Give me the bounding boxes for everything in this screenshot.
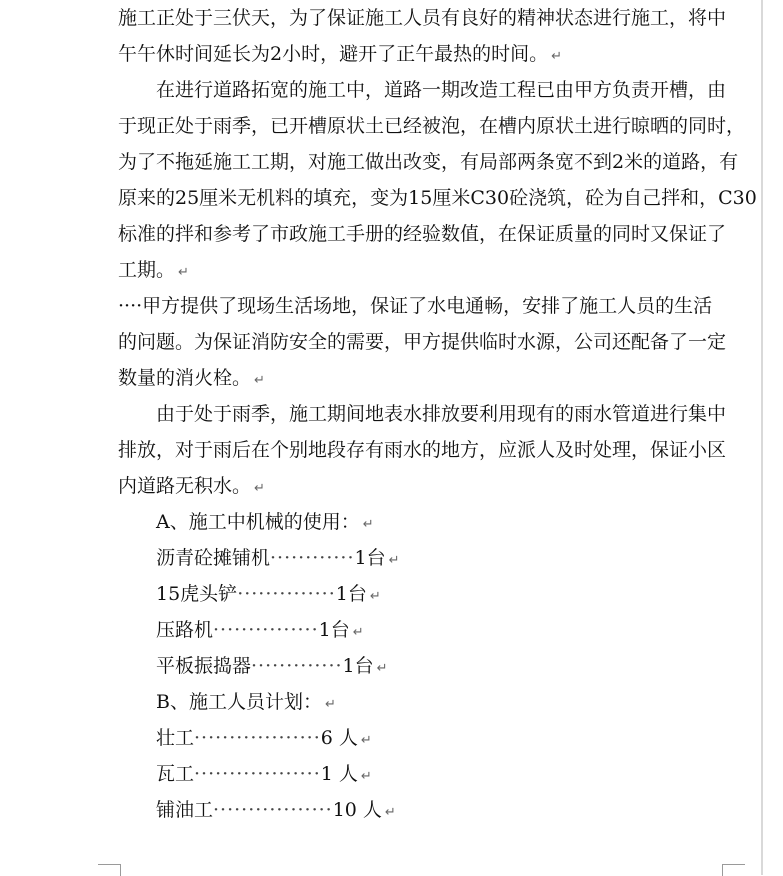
page-edge	[761, 0, 763, 875]
text-line: ····甲方提供了现场生活场地，保证了水电通畅，安排了施工人员的生活	[118, 295, 713, 317]
list-item: 沥青砼摊铺机············1台 ↵	[156, 547, 400, 569]
text-line: 于现正处于雨季，已开槽原状土已经被泡，在槽内原状土进行晾晒的同时，	[118, 115, 746, 137]
margin-corner-mark	[722, 864, 745, 876]
list-item: 压路机···············1台 ↵	[156, 619, 364, 641]
paragraph-mark-icon: ↵	[324, 697, 336, 712]
paragraph-mark-icon: ↵	[352, 625, 364, 640]
list-item: 铺油工·················10 人 ↵	[156, 799, 396, 821]
paragraph-mark-icon: ↵	[388, 553, 400, 568]
margin-corner-mark	[98, 864, 121, 876]
text-line: 内道路无积水。 ↵	[118, 475, 265, 497]
text-line: 的问题。为保证消防安全的需要，甲方提供临时水源，公司还配备了一定	[118, 331, 727, 353]
paragraph-mark-icon: ↵	[360, 769, 372, 784]
machinery-heading: A、施工中机械的使用： ↵	[156, 511, 374, 533]
paragraph-mark-icon: ↵	[360, 733, 372, 748]
text-line: 施工正处于三伏天，为了保证施工人员有良好的精神状态进行施工，将中	[118, 7, 727, 29]
text-line: 由于处于雨季，施工期间地表水排放要利用现有的雨水管道进行集中	[156, 403, 727, 425]
paragraph-mark-icon: ↵	[254, 481, 265, 496]
list-item: 瓦工··················1 人 ↵	[156, 763, 372, 785]
list-item: 平板振捣器·············1台 ↵	[156, 655, 388, 677]
text-line: 数量的消火栓。 ↵	[118, 367, 265, 389]
text-line: 原来的25厘米无机料的填充，变为15厘米C30砼浇筑，砼为自己拌和，C30	[118, 187, 757, 209]
list-item: 壮工··················6 人 ↵	[156, 727, 372, 749]
list-item: 15虎头铲··············1台 ↵	[156, 583, 381, 605]
paragraph-mark-icon: ↵	[369, 589, 381, 604]
text-line: 工期。 ↵	[118, 259, 189, 281]
text-line: 午午休时间延长为2小时，避开了正午最热的时间。 ↵	[118, 43, 562, 65]
paragraph-mark-icon: ↵	[178, 265, 189, 280]
paragraph-mark-icon: ↵	[384, 805, 396, 820]
text-line: 在进行道路拓宽的施工中，道路一期改造工程已由甲方负责开槽，由	[156, 79, 727, 101]
paragraph-mark-icon: ↵	[376, 661, 388, 676]
text-line: 标准的拌和参考了市政施工手册的经验数值，在保证质量的同时又保证了	[118, 223, 727, 245]
text-line: 排放，对于雨后在个别地段存有雨水的地方，应派人及时处理，保证小区	[118, 439, 727, 461]
paragraph-mark-icon: ↵	[254, 373, 265, 388]
text-line: 为了不拖延施工工期，对施工做出改变，有局部两条宽不到2米的道路，有	[118, 151, 739, 173]
paragraph-mark-icon: ↵	[362, 517, 374, 532]
paragraph-mark-icon: ↵	[551, 49, 562, 64]
document-body	[118, 0, 757, 828]
staffing-heading: B、施工人员计划： ↵	[156, 691, 336, 713]
